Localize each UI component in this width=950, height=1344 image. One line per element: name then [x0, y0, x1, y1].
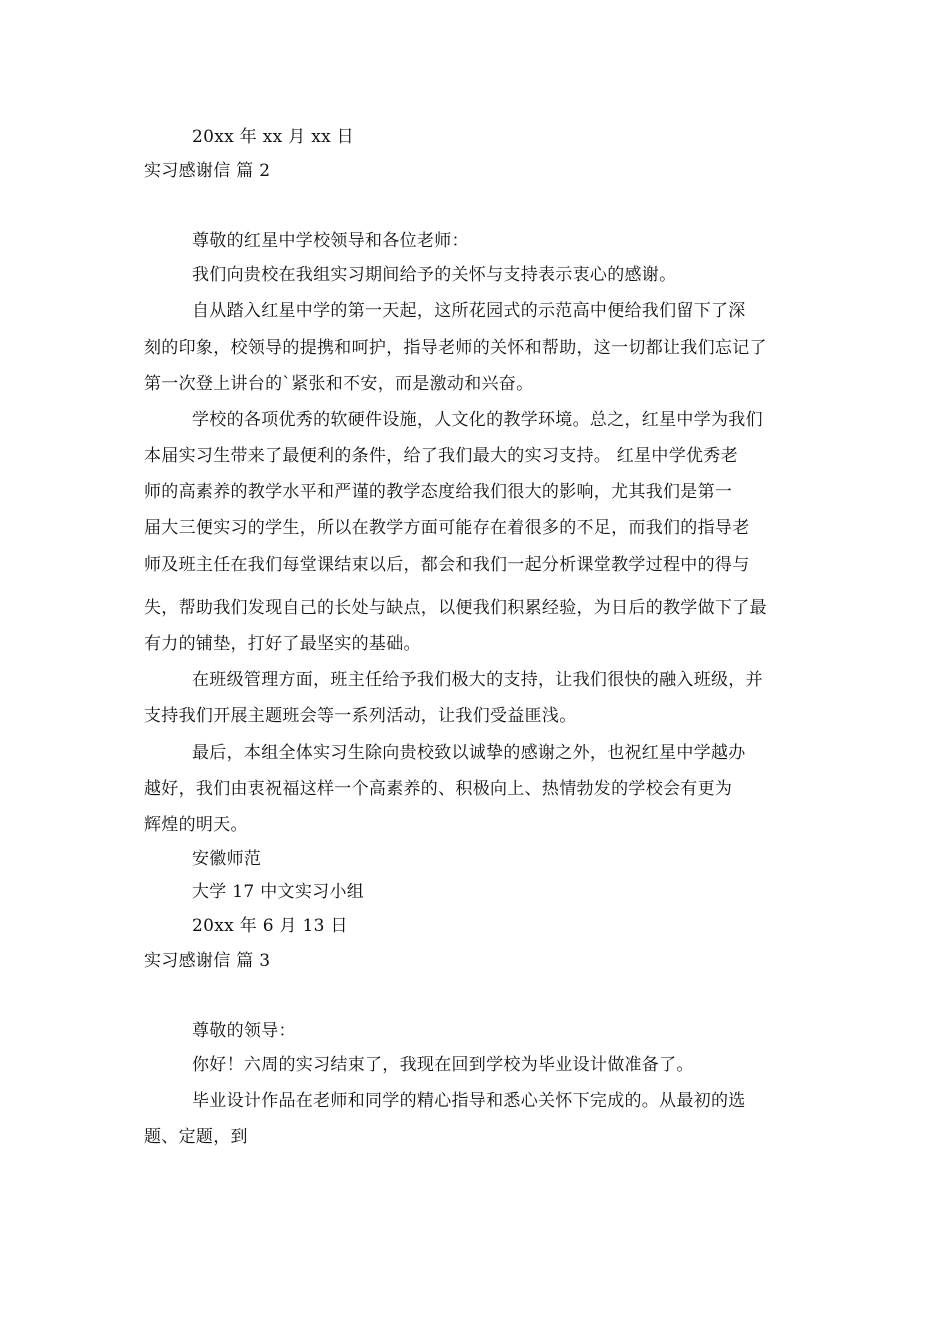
paragraph-line: 你好！六周的实习结束了，我现在回到学校为毕业设计做准备了。: [192, 1055, 694, 1075]
paragraph-line: 届大三便实习的学生，所以在教学方面可能存在着很多的不足，而我们的指导老: [144, 518, 750, 538]
signature-line: 安徽师范: [192, 849, 262, 869]
paragraph-line: 毕业设计作品在老师和同学的精心指导和悉心关怀下完成的。从最初的选: [192, 1091, 746, 1111]
date-line: 20xx 年 xx 月 xx 日: [192, 127, 354, 147]
paragraph-line: 自从踏入红星中学的第一天起，这所花园式的示范高中便给我们留下了深: [192, 301, 746, 321]
paragraph-line: 辉煌的明天。: [144, 815, 248, 835]
signature-line: 大学 17 中文实习小组: [192, 882, 365, 902]
salutation: 尊敬的领导：: [192, 1021, 296, 1041]
section-heading: 实习感谢信 篇 3: [144, 951, 271, 971]
paragraph-line: 学校的各项优秀的软硬件设施，人文化的教学环境。总之，红星中学为我们: [192, 410, 763, 430]
paragraph-line: 有力的铺垫，打好了最坚实的基础。: [144, 634, 421, 654]
paragraph-line: 刻的印象，校领导的提携和呵护，指导老师的关怀和帮助，这一切都让我们忘记了: [144, 338, 767, 358]
paragraph-line: 第一次登上讲台的`紧张和不安，而是激动和兴奋。: [144, 374, 534, 394]
paragraph-line: 我们向贵校在我组实习期间给予的关怀与支持表示衷心的感谢。: [192, 265, 677, 285]
paragraph-line: 本届实习生带来了最便利的条件，给了我们最大的实习支持。 红星中学优秀老: [144, 446, 738, 466]
date-line: 20xx 年 6 月 13 日: [192, 916, 348, 936]
paragraph-line: 最后，本组全体实习生除向贵校致以诚挚的感谢之外，也祝红星中学越办: [192, 743, 746, 763]
paragraph-line: 支持我们开展主题班会等一系列活动，让我们受益匪浅。: [144, 706, 577, 726]
paragraph-line: 越好，我们由衷祝福这样一个高素养的、积极向上、热情勃发的学校会有更为: [144, 779, 733, 799]
paragraph-line: 失，帮助我们发现自己的长处与缺点，以便我们积累经验，为日后的教学做下了最: [144, 598, 767, 618]
paragraph-line: 在班级管理方面，班主任给予我们极大的支持，让我们很快的融入班级，并: [192, 670, 763, 690]
paragraph-line: 题、定题，到: [144, 1127, 248, 1147]
paragraph-line: 师的高素养的教学水平和严谨的教学态度给我们很大的影响，尤其我们是第一: [144, 482, 733, 502]
salutation: 尊敬的红星中学校领导和各位老师：: [192, 231, 469, 251]
paragraph-line: 师及班主任在我们每堂课结束以后，都会和我们一起分析课堂教学过程中的得与: [144, 555, 750, 575]
section-heading: 实习感谢信 篇 2: [144, 161, 271, 181]
